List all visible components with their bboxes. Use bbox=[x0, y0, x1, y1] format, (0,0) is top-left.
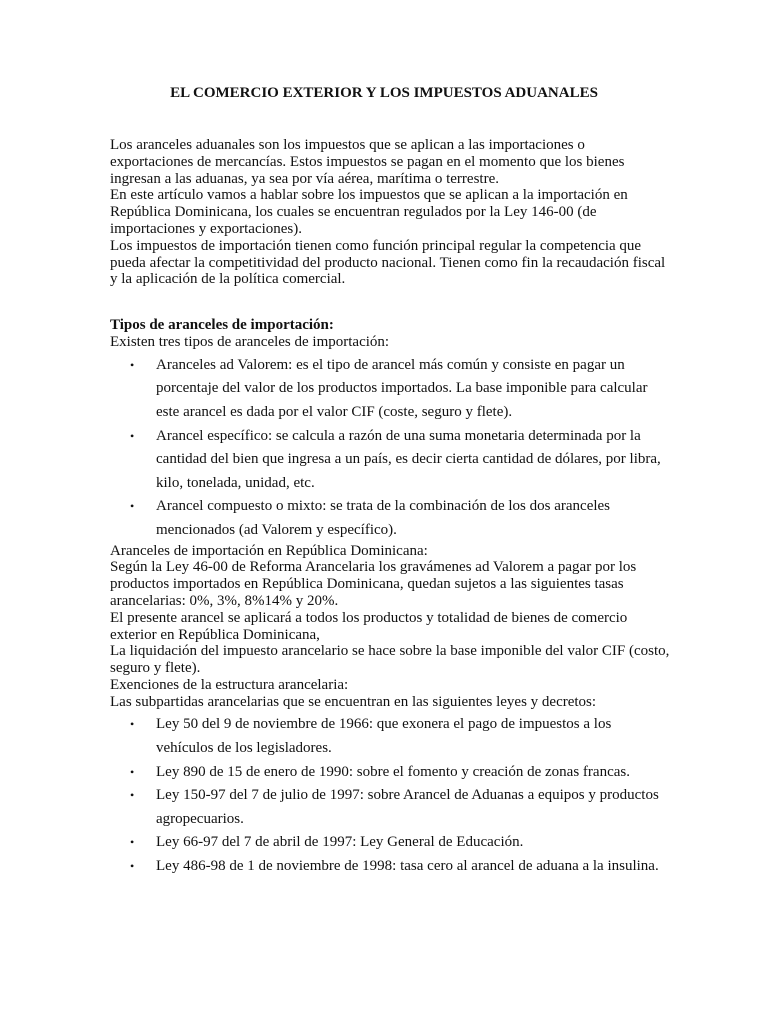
rd-paragraph-ley-46: Según la Ley 46-00 de Reforma Arancelaria los gravámenes ad Valorem a pagar por los productos importados en República Dominicana, quedan sujetos a las siguientes tasas arancelarias: 0%, 3%, 8%14% y 20%. bbox=[110, 559, 637, 609]
bullet-icon: • bbox=[130, 357, 135, 372]
rd-paragraph-aplicacion: El presente arancel se aplicará a todos los productos y totalidad de bienes de comercio exterior en República Dominicana, bbox=[110, 609, 628, 643]
list-item bbox=[110, 495, 670, 542]
list-item-text: Arancel compuesto o mixto: se trata de la combinación de los dos aranceles mencionados (ad Valorem y específico). bbox=[156, 498, 611, 538]
bullet-icon: • bbox=[130, 859, 135, 874]
section-spacer bbox=[110, 305, 670, 317]
exenciones-heading: Exenciones de la estructura arancelaria: bbox=[110, 676, 349, 693]
list-item bbox=[110, 425, 670, 496]
rd-heading: Aranceles de importación en República Dominicana: bbox=[110, 542, 428, 559]
bullet-icon: • bbox=[130, 428, 135, 443]
bullet-icon: • bbox=[130, 835, 135, 850]
list-item-text: Ley 66-97 del 7 de abril de 1997: Ley General de Educación. bbox=[156, 834, 524, 851]
list-item-text: Arancel específico: se calcula a razón de una suma monetaria determinada por la cantidad del bien que ingresa a un país, es decir cierta cantidad de dólares, por libra, kilo, tonelada, unidad, etc. bbox=[156, 427, 661, 491]
list-item bbox=[110, 354, 670, 425]
list-item-text: Ley 150-97 del 7 de julio de 1997: sobre Arancel de Aduanas a equipos y productos agropecuarios. bbox=[156, 787, 659, 827]
leyes-list bbox=[110, 713, 670, 878]
exenciones-intro: Las subpartidas arancelarias que se encuentran en las siguientes leyes y decretos: bbox=[110, 693, 597, 710]
list-item bbox=[110, 831, 670, 855]
bullet-icon: • bbox=[130, 717, 135, 732]
tipos-intro: Existen tres tipos de aranceles de importación: bbox=[110, 333, 390, 350]
intro-paragraph-3: Los impuestos de importación tienen como función principal regular la competencia que pueda afectar la competitividad del producto nacional. Tienen como fin la recaudación fiscal y la aplicación de la política comercial. bbox=[110, 237, 666, 288]
intro-paragraph-1: Los aranceles aduanales son los impuestos que se aplican a las importaciones o exportaciones de mercancías. Estos impuestos se pagan en el momento que los bienes ingresan a las aduanas, ya sea por vía aérea, marítima o terrestre. bbox=[110, 137, 625, 187]
list-item-text: Ley 50 del 9 de noviembre de 1966: que exonera el pago de impuestos a los vehículos de los legisladores. bbox=[156, 716, 612, 757]
document-title: EL COMERCIO EXTERIOR Y LOS IMPUESTOS ADUANALES bbox=[170, 85, 598, 101]
bullet-icon: • bbox=[130, 499, 135, 514]
rd-paragraph-liquidacion: La liquidación del impuesto arancelario se hace sobre la base imponible del valor CIF (costo, seguro y flete). bbox=[110, 643, 670, 677]
list-item bbox=[110, 784, 670, 831]
list-item bbox=[110, 713, 670, 760]
list-item bbox=[110, 761, 670, 785]
list-item-text: Aranceles ad Valorem: es el tipo de arancel más común y consiste en pagar un porcentaje del valor de los productos importados. La base imponible para calcular este arancel es dada por el valor CIF (coste, seguro y flete). bbox=[156, 356, 648, 420]
section-spacer bbox=[110, 288, 670, 305]
bullet-icon: • bbox=[130, 764, 135, 779]
list-item-text: Ley 890 de 15 de enero de 1990: sobre el fomento y creación de zonas francas. bbox=[156, 763, 630, 780]
tipos-heading: Tipos de aranceles de importación: bbox=[110, 317, 334, 334]
list-item-text: Ley 486-98 de 1 de noviembre de 1998: tasa cero al arancel de aduana a la insulina. bbox=[156, 858, 659, 875]
bullet-icon: • bbox=[130, 788, 135, 803]
tipos-list bbox=[110, 354, 670, 543]
list-item bbox=[110, 855, 670, 879]
document-body bbox=[110, 137, 670, 879]
intro-paragraph-2: En este artículo vamos a hablar sobre los impuestos que se aplican a la importación en República Dominicana, los cuales se encuentran regulados por la Ley 146-00 (de importaciones y exportaciones). bbox=[110, 187, 628, 237]
